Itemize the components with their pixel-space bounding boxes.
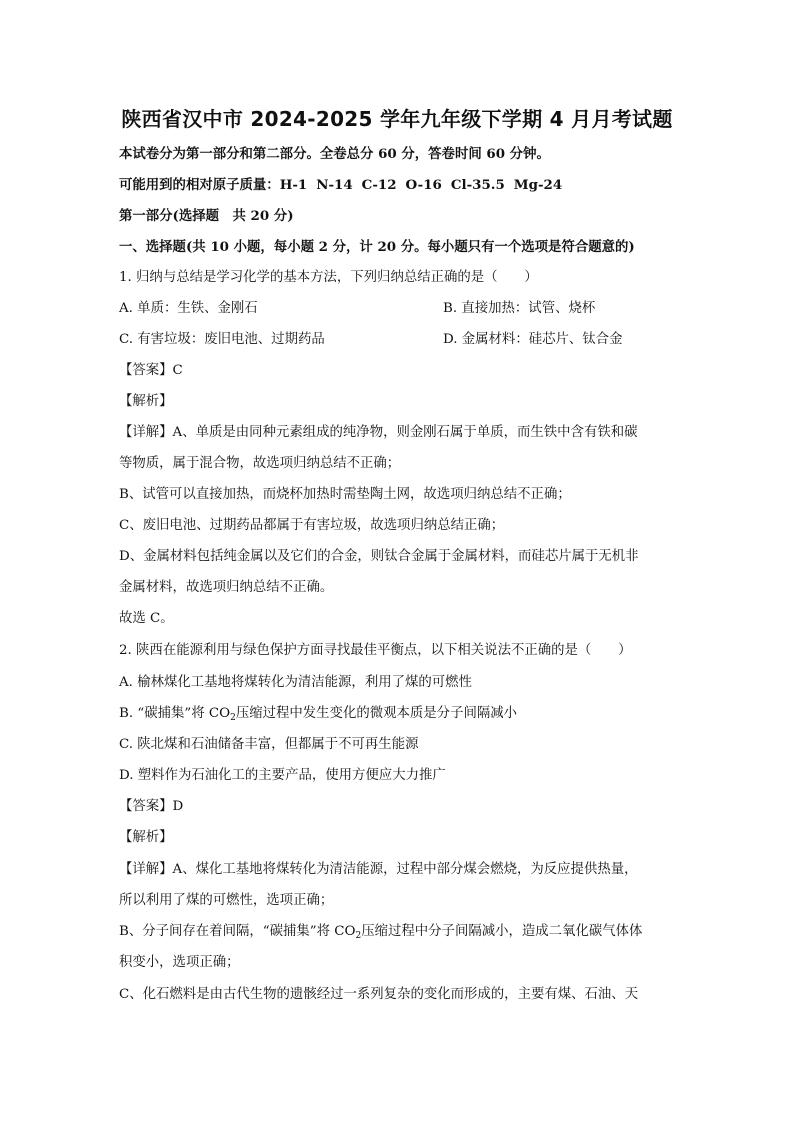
q1-detail-line: 等物质，属于混合物，故选项归纳总结不正确； xyxy=(119,456,401,471)
q1-answer: 【答案】C xyxy=(119,363,183,378)
atomic-mass-item: Mg-24 xyxy=(513,177,563,193)
q1-analysis-label: 【解析】 xyxy=(119,394,173,409)
atomic-mass-item: Cl-35.5 xyxy=(450,177,505,193)
q2-detail-text: B、分子间存在着间隔，“碳捕集”将 CO xyxy=(119,924,356,939)
q2-answer: 【答案】D xyxy=(119,799,184,814)
q1-detail-line: B、试管可以直接加热，而烧杯加热时需垫陶土网，故选项归纳总结不正确； xyxy=(119,487,571,502)
atomic-mass-item: N-14 xyxy=(316,177,353,193)
q2-detail-line: C、化石燃料是由古代生物的遗骸经过一系列复杂的变化而形成的，主要有煤、石油、天 xyxy=(119,987,639,1002)
q1-option-c: C. 有害垃圾：废旧电池、过期药品 xyxy=(119,332,325,347)
section1-header: 一、选择题(共 10 小题，每小题 2 分，计 20 分。每小题只有一个选项是符合题意的) xyxy=(119,239,635,255)
q1-detail-line: 故选 C。 xyxy=(119,611,174,626)
q2-detail-line: 【详解】A、煤化工基地将煤转化为清洁能源，过程中部分煤会燃烧，为反应提供热量， xyxy=(119,862,638,877)
part1-header: 第一部分(选择题 共 20 分) xyxy=(119,208,294,224)
q2-option-a: A. 榆林煤化工基地将煤转化为清洁能源，利用了煤的可燃性 xyxy=(119,675,472,690)
atomic-mass-item: C-12 xyxy=(361,177,397,193)
q2-option-b xyxy=(119,705,517,727)
exam-composition-note: 本试卷分为第一部分和第二部分。全卷总分 60 分，答卷时间 60 分钟。 xyxy=(119,146,550,162)
q1-stem: 1. 归纳与总结是学习化学的基本方法，下列归纳总结正确的是（ ） xyxy=(119,270,538,285)
q1-detail-line: 【详解】A、单质是由同种元素组成的纯净物，则金刚石属于单质，而生铁中含有铁和碳 xyxy=(119,425,638,440)
q2-detail-line: 积变小，选项正确； xyxy=(119,955,240,970)
q2-option-d: D. 塑料作为石油化工的主要产品，使用方便应大力推广 xyxy=(119,768,446,783)
q1-option-a: A. 单质：生铁、金刚石 xyxy=(119,301,258,316)
q2-option-b-text: B. “碳捕集”将 CO xyxy=(119,706,231,721)
atomic-mass-label: 可能用到的相对原子质量： xyxy=(119,177,280,193)
q2-detail-text: 压缩过程中分子间隔减小，造成二氧化碳气体体 xyxy=(361,924,643,939)
co2-subscript: 2 xyxy=(355,931,362,941)
co2-subscript: 2 xyxy=(230,713,236,723)
q1-detail-line: C、废旧电池、过期药品都属于有害垃圾，故选项归纳总结正确； xyxy=(119,518,505,533)
q2-stem: 2. 陕西在能源利用与绿色保护方面寻找最佳平衡点，以下相关说法不正确的是（ ） xyxy=(119,643,632,658)
atomic-mass-item: O-16 xyxy=(405,177,442,193)
q2-detail-line: 所以利用了煤的可燃性，选项正确； xyxy=(119,893,334,908)
q2-option-b-text: 压缩过程中发生变化的微观本质是分子间隔减小 xyxy=(235,706,518,721)
q2-detail-line xyxy=(119,923,642,945)
atomic-mass-item: H-1 xyxy=(279,177,308,193)
page-title: 陕西省汉中市 2024-2025 学年九年级下学期 4 月月考试题 xyxy=(121,107,673,131)
q1-option-b: B. 直接加热：试管、烧杯 xyxy=(443,301,596,316)
q1-detail-line: D、金属材料包括纯金属以及它们的合金，则钛合金属于金属材料，而硅芯片属于无机非 xyxy=(119,549,639,564)
q2-option-c: C. 陕北煤和石油储备丰富，但都属于不可再生能源 xyxy=(119,737,419,752)
q1-option-d: D. 金属材料：硅芯片、钛合金 xyxy=(443,332,623,347)
atomic-mass-line xyxy=(119,176,571,194)
q1-detail-line: 金属材料，故选项归纳总结不正确。 xyxy=(119,580,334,595)
q2-analysis-label: 【解析】 xyxy=(119,830,173,845)
